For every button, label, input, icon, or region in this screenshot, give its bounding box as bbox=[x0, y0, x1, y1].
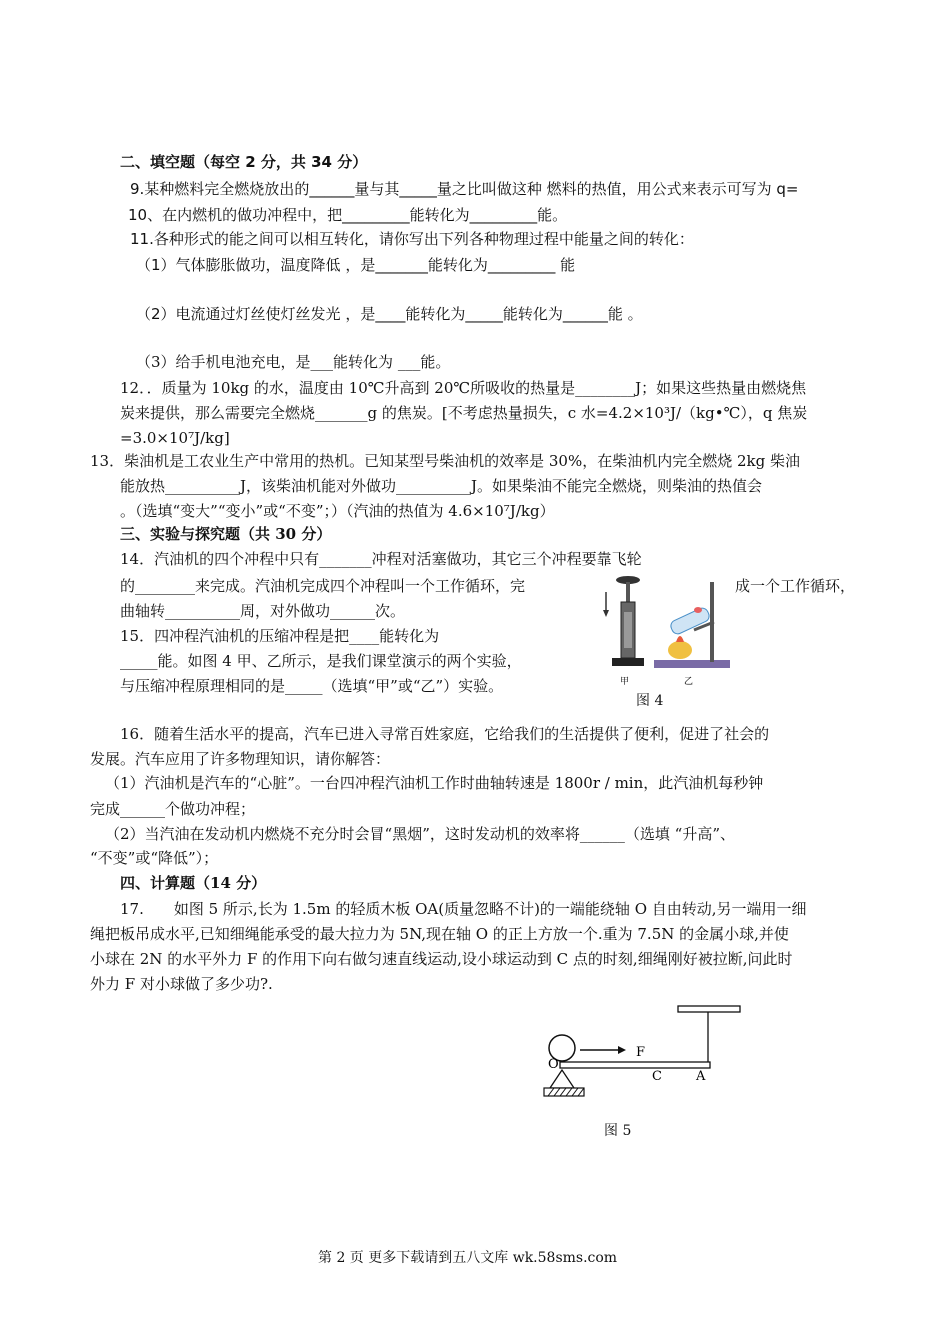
question-17-line-3: 小球在 2N 的水平外力 F 的作用下向右做匀速直线运动,设小球运动到 C 点的时刻,细绳刚好被拉断,问此时 bbox=[90, 950, 793, 968]
question-16-1-line-2: 完成______个做功冲程； bbox=[90, 800, 256, 818]
fire-syringe-drawing bbox=[603, 576, 644, 666]
question-11-3: （3）给手机电池充电，是___能转化为 ___能。 bbox=[136, 353, 451, 371]
page-footer: 第 2 页 更多下载请到五八文库 wk.58sms.com bbox=[318, 1250, 618, 1266]
figure-4-label-b: 乙 bbox=[684, 677, 694, 687]
figure-5-caption: 图 5 bbox=[604, 1123, 632, 1139]
question-14-line-2-right: 成一个工作循环， bbox=[735, 577, 856, 595]
question-14-line-2-left: 的________来完成。汽油机完成四个冲程叫一个工作循环，完 bbox=[120, 577, 526, 595]
question-11-1: （1）气体膨胀做功，温度降低 ，是_______能转化为_________ 能 bbox=[136, 256, 576, 274]
figure-4-apparatus bbox=[598, 572, 734, 692]
question-12-line-1: 12．．质量为 10kg 的水，温度由 10℃升高到 20℃所吸收的热量是________J；如果这些热量由燃烧焦 bbox=[120, 379, 807, 397]
question-11-2: （2）电流通过灯丝使灯丝发光 ，是____能转化为_____能转化为______能 。 bbox=[136, 305, 643, 323]
figure-5-label-o: O bbox=[548, 1057, 559, 1072]
question-15-line-2: _____能。如图 4 甲、乙所示，是我们课堂演示的两个实验， bbox=[120, 652, 522, 670]
section-2-heading: 二、填空题（每空 2 分，共 34 分） bbox=[120, 153, 368, 171]
question-10: 10、在内燃机的做功冲程中，把_________能转化为_________能。 bbox=[128, 206, 568, 224]
section-3-heading: 三、实验与探究题（共 30 分） bbox=[120, 525, 332, 543]
figure-5-lever bbox=[540, 1002, 750, 1106]
question-16-2-line-2: “不变”或“降低”）； bbox=[90, 849, 219, 867]
figure-5-label-a: A bbox=[696, 1069, 706, 1084]
question-17-line-1: 17. 如图 5 所示,长为 1.5m 的轻质木板 OA(质量忽略不计)的一端能绕轴 O 自由转动,另一端用一细 bbox=[120, 900, 807, 918]
question-9: 9.某种燃料完全燃烧放出的______量与其_____量之比叫做这种 燃料的热值，用公式来表示可写为 q= bbox=[130, 180, 799, 198]
question-17-line-4: 外力 F 对小球做了多少功?. bbox=[90, 975, 273, 993]
question-16-1-line-1: （1）汽油机是汽车的“心脏”。一台四冲程汽油机工作时曲轴转速是 1800r / min，此汽油机每秒钟 bbox=[105, 774, 764, 792]
figure-4-label-a: 甲 bbox=[620, 677, 630, 687]
question-16-2-line-1: （2）当汽油在发动机内燃烧不充分时会冒“黑烟”，这时发动机的效率将______（选填 “升高”、 bbox=[105, 825, 735, 843]
question-14-line-1: 14．汽油机的四个冲程中只有_______冲程对活塞做功，其它三个冲程要靠飞轮 bbox=[120, 550, 642, 568]
question-13-line-1: 13．柴油机是工农业生产中常用的热机。已知某型号柴油机的效率是 30%，在柴油机内完全燃烧 2kg 柴油 bbox=[90, 452, 800, 470]
question-15-line-1: 15．四冲程汽油机的压缩冲程是把____能转化为 bbox=[120, 627, 440, 645]
figure-5-label-f: F bbox=[636, 1045, 646, 1060]
question-16-line-1: 16．随着生活水平的提高，汽车已进入寻常百姓家庭，它给我们的生活提供了便利，促进了社会的 bbox=[120, 725, 770, 743]
question-15-line-3: 与压缩冲程原理相同的是_____（选填“甲”或“乙”）实验。 bbox=[120, 677, 504, 695]
question-13-line-2: 能放热__________J，该柴油机能对外做功__________J。如果柴油不能完全燃烧，则柴油的热值会 bbox=[120, 477, 763, 495]
question-16-line-2: 发展。汽车应用了许多物理知识，请你解答： bbox=[90, 750, 391, 768]
question-13-line-3: 。（选填“变大”“变小”或“不变”；）（汽油的热值为 4.6×10⁷J/kg） bbox=[120, 502, 555, 520]
section-4-heading: 四、计算题（14 分） bbox=[120, 874, 267, 892]
question-11: 11.各种形式的能之间可以相互转化，请你写出下列各种物理过程中能量之间的转化： bbox=[130, 230, 694, 248]
figure-5-label-c: C bbox=[652, 1069, 662, 1084]
question-12-line-2: 炭来提供，那么需要完全燃烧_______g 的焦炭。[不考虑热量损失，c 水=4.2×10³J/（kg•℃），q 焦炭 bbox=[120, 404, 808, 422]
question-14-line-3: 曲轴转__________周，对外做功______次。 bbox=[120, 602, 406, 620]
test-tube-drawing bbox=[654, 582, 730, 668]
figure-4-caption: 图 4 bbox=[636, 693, 664, 709]
question-17-line-2: 绳把板吊成水平,已知细绳能承受的最大拉力为 5N,现在轴 O 的正上方放一个.重为 7.5N 的金属小球,并使 bbox=[90, 925, 789, 943]
question-12-line-3: =3.0×10⁷J/kg] bbox=[120, 429, 230, 447]
